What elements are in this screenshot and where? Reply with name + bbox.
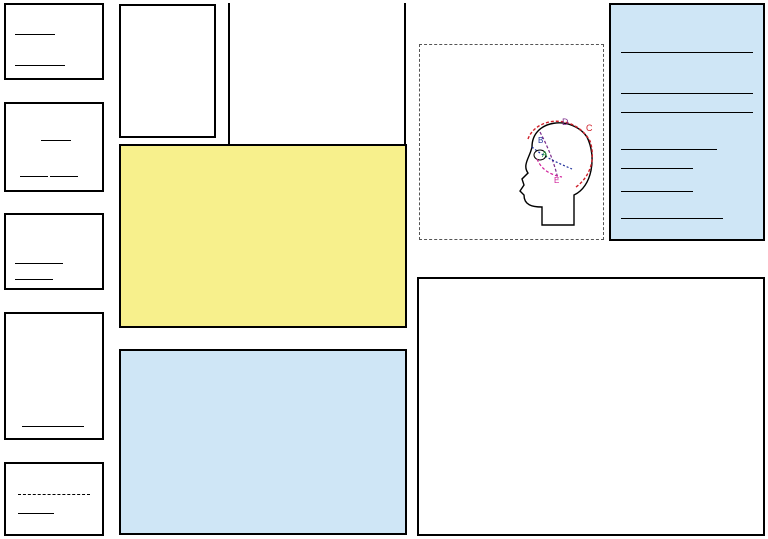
normal-field[interactable]	[15, 34, 55, 35]
bleach-allover-field[interactable]	[15, 279, 53, 280]
bleach-box	[4, 213, 104, 290]
curl-title	[121, 351, 227, 391]
address-field-2[interactable]	[621, 112, 753, 113]
rush-row	[15, 53, 65, 71]
measurement-panel	[419, 44, 604, 240]
svg-text:E: E	[554, 176, 560, 185]
size-width-field[interactable]	[20, 176, 48, 177]
normal-row	[15, 22, 55, 40]
density-grid	[119, 144, 407, 328]
svg-text:A: A	[542, 150, 548, 159]
size-row	[20, 170, 78, 179]
qty-row	[621, 210, 723, 222]
priority-box	[4, 3, 104, 80]
order-no-row	[621, 160, 693, 172]
underhair-rows-field[interactable]	[22, 426, 84, 427]
curl-grid	[119, 349, 407, 535]
size-height-field[interactable]	[50, 176, 78, 177]
babyhair-box	[4, 462, 104, 536]
babyhair-rows	[18, 506, 54, 517]
qty-field[interactable]	[621, 218, 723, 219]
order-no-field[interactable]	[621, 168, 693, 169]
babyhair-divider	[18, 494, 90, 495]
svg-text:B: B	[538, 136, 544, 145]
date-row	[621, 141, 717, 153]
density-title	[121, 146, 227, 180]
svg-text:C: C	[586, 123, 593, 133]
underhair-box	[4, 312, 104, 440]
order-info-panel	[609, 3, 765, 241]
hair-style-panel	[417, 277, 765, 536]
svg-text:D: D	[562, 117, 569, 127]
template-box	[4, 102, 104, 192]
head-diagram-icon	[502, 107, 600, 237]
column-headers	[228, 3, 406, 144]
date-field[interactable]	[621, 149, 717, 150]
babyhair-rows-field[interactable]	[18, 513, 54, 514]
template-field[interactable]	[41, 140, 71, 141]
bleach-allover-row	[15, 267, 53, 285]
rush-field[interactable]	[15, 65, 65, 66]
bleach-front-field[interactable]	[15, 263, 63, 264]
ordered-by-field[interactable]	[621, 52, 753, 53]
wearer-row	[621, 183, 693, 195]
wearer-field[interactable]	[621, 191, 693, 192]
address-field-1[interactable]	[621, 93, 753, 94]
lace-box	[119, 4, 216, 138]
